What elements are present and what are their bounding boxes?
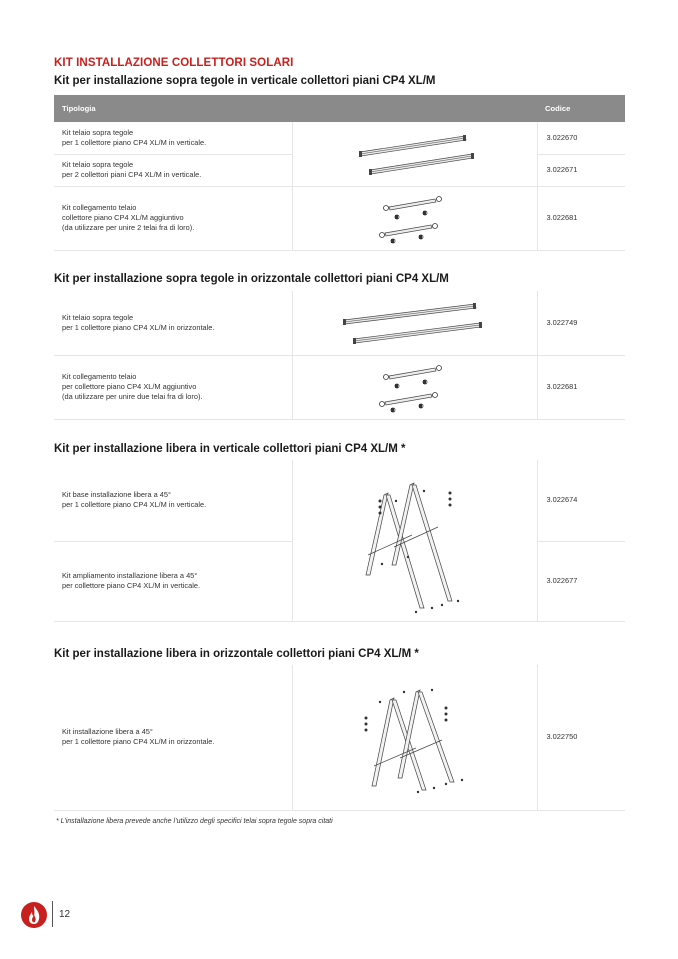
row-image: [292, 460, 537, 621]
section-title-vertical-roof: Kit per installazione sopra tegole in verticale collettori piani CP4 XL/M: [54, 75, 436, 87]
row-code: 3.022681: [537, 186, 625, 250]
column-header-image: [292, 95, 537, 122]
row-code: 3.022750: [537, 665, 625, 810]
a-frame-stand-image: [340, 465, 490, 615]
row-code: 3.022681: [537, 355, 625, 419]
section-title-vertical-free: Kit per installazione libera in verticale collettori piani CP4 XL/M *: [54, 443, 406, 455]
row-image: [292, 355, 537, 419]
table-row: [54, 665, 625, 810]
kit-table-vertical-free: [54, 460, 625, 622]
row-description: Kit base installazione libera a 45° per 1 collettore piano CP4 XL/M in verticale.: [54, 460, 292, 541]
rail-pair-image: [340, 298, 490, 348]
row-image: [292, 186, 537, 250]
footnote: * L’installazione libera prevede anche l’utilizzo degli specifici telai sopra tegole sopra citati: [56, 818, 333, 825]
table-row: [54, 122, 625, 154]
a-frame-stand-image: [350, 678, 480, 796]
kit-table-horizontal-roof: [54, 291, 625, 420]
footer-divider: [52, 901, 53, 927]
kit-table-vertical-roof: [54, 95, 625, 251]
connector-kit-image: [375, 360, 455, 414]
row-description: Kit collegamento telaio collettore piano CP4 XL/M aggiuntivo (da utilizzare per unire 2 telai fra di loro).: [54, 186, 292, 250]
row-description: Kit ampliamento installazione libera a 45° per collettore piano CP4 XL/M in verticale.: [54, 541, 292, 621]
table-row: [54, 291, 625, 355]
row-code: 3.022674: [537, 460, 625, 541]
page-number: 12: [59, 909, 71, 920]
row-code: 3.022749: [537, 291, 625, 355]
rail-pair-image: [355, 129, 475, 179]
row-image: [292, 122, 537, 186]
section-title-horizontal-roof: Kit per installazione sopra tegole in orizzontale collettori piani CP4 XL/M: [54, 273, 449, 285]
table-row: [54, 460, 625, 541]
row-description: Kit installazione libera a 45° per 1 collettore piano CP4 XL/M in orizzontale.: [54, 665, 292, 810]
row-description: Kit collegamento telaio per collettore piano CP4 XL/M aggiuntivo (da utilizzare per unire due telai fra di loro).: [54, 355, 292, 419]
kit-table-horizontal-free: [54, 665, 625, 811]
connector-kit-image: [375, 191, 455, 245]
table-row: [54, 186, 625, 250]
row-description: Kit telaio sopra tegole per 2 collettori piani CP4 XL/M in verticale.: [54, 154, 292, 186]
row-code: 3.022677: [537, 541, 625, 621]
row-description: Kit telaio sopra tegole per 1 collettore piano CP4 XL/M in orizzontale.: [54, 291, 292, 355]
row-code: 3.022671: [537, 154, 625, 186]
brand-flame-logo-icon: [20, 901, 48, 929]
column-header-typology: Tipologia: [54, 95, 292, 122]
row-code: 3.022670: [537, 122, 625, 154]
section-title-horizontal-free: Kit per installazione libera in orizzontale collettori piani CP4 XL/M *: [54, 648, 419, 660]
page-kicker: KIT INSTALLAZIONE COLLETTORI SOLARI: [54, 57, 294, 69]
row-description: Kit telaio sopra tegole per 1 collettore piano CP4 XL/M in verticale.: [54, 122, 292, 154]
table-header-row: [54, 95, 625, 122]
row-image: [292, 291, 537, 355]
column-header-code: Codice: [537, 95, 625, 122]
row-image: [292, 665, 537, 810]
table-row: [54, 355, 625, 419]
